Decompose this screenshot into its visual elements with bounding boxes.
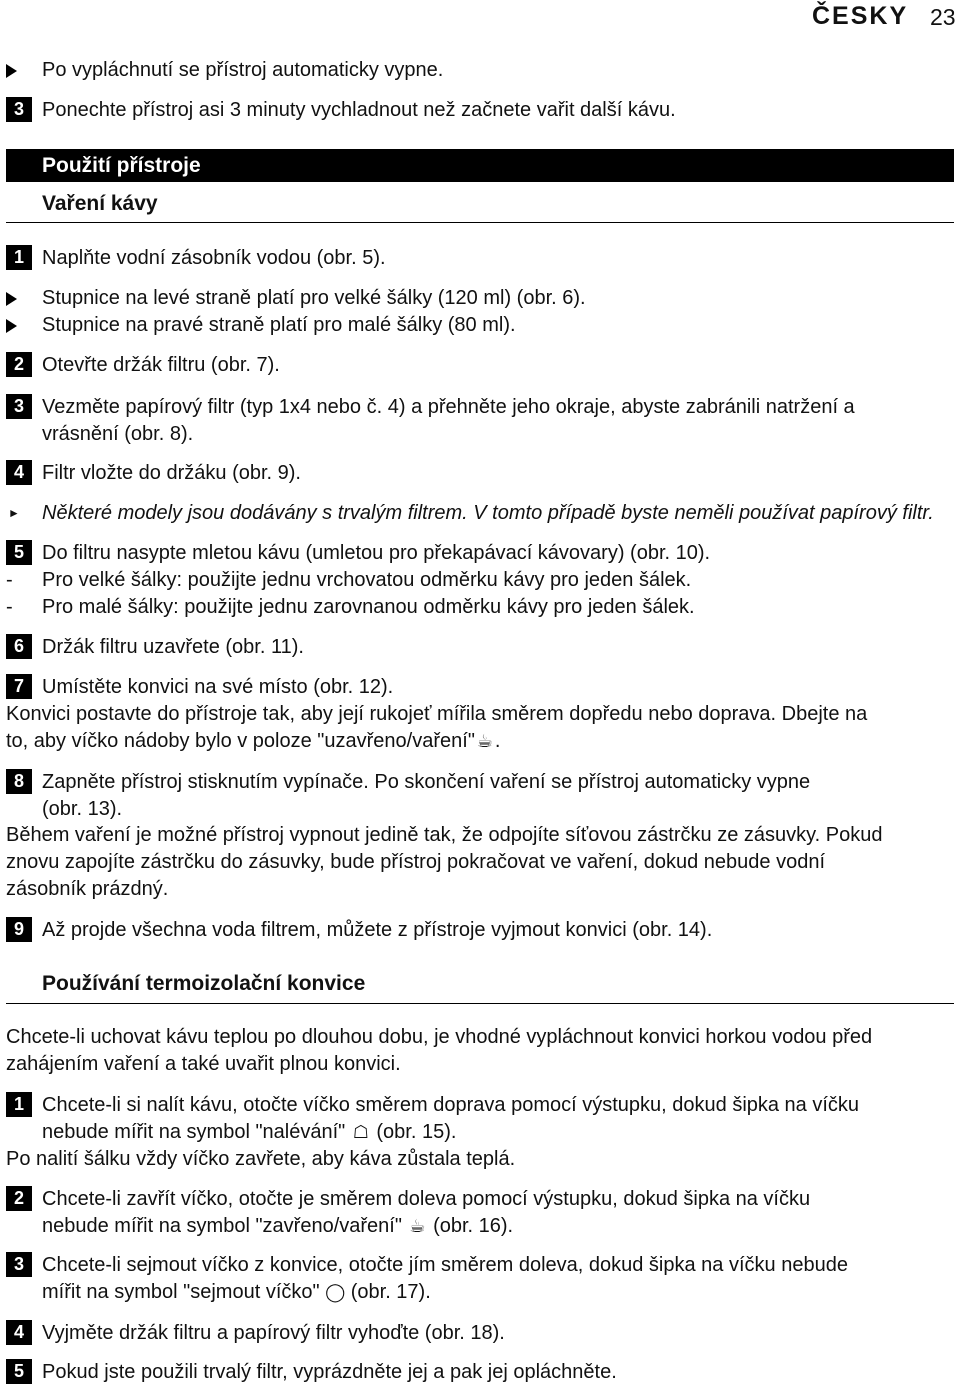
step-text-continued: [6, 1279, 948, 1306]
lid-icon: ◯: [325, 1282, 346, 1302]
step-text-continued: vrásnění (obr. 8).: [42, 423, 194, 445]
step-badge: 8: [6, 769, 32, 794]
step-text: Do filtru nasypte mletou kávu (umletou pro překapávací kávovary) (obr. 10).: [42, 542, 711, 564]
divider: [6, 1003, 954, 1004]
step-text: Chcete-li si nalít kávu, otočte víčko směrem doprava pomocí výstupku, dokud šipka na víčku: [42, 1094, 860, 1116]
step-text-part: (obr. 17).: [350, 1281, 431, 1303]
step-text: Naplňte vodní zásobník vodou (obr. 5).: [42, 247, 386, 269]
step-text: Zapněte přístroj stisknutím vypínače. Po skončení vaření se přístroj automaticky vypne: [42, 771, 811, 793]
step-badge: 1: [6, 245, 32, 270]
step-text-continued: [6, 1119, 948, 1146]
step-text-part: nebude mířit na symbol "zavřeno/vaření": [42, 1215, 402, 1237]
step-badge: 7: [6, 674, 32, 699]
step-text-part: (obr. 15).: [376, 1121, 457, 1143]
language-header: ČESKY: [812, 2, 909, 30]
section-title-bar: Použití přístroje: [6, 149, 954, 182]
dash-text: Pro malé šálky: použijte jednu zarovnanou odměrku kávy pro jeden šálek.: [42, 596, 695, 618]
note-text: Některé modely jsou dodávány s trvalým filtrem. V tomto případě byste neměli používat papírový filtr.: [42, 502, 934, 524]
step-text: Držák filtru uzavřete (obr. 11).: [42, 636, 304, 658]
step-badge: 5: [6, 1359, 32, 1384]
step-text-continued: [6, 1213, 948, 1240]
step-badge: 2: [6, 1186, 32, 1211]
step-text: Chcete-li sejmout víčko z konvice, otočte jím směrem doleva, dokud šipka na víčku nebude: [42, 1254, 848, 1276]
bullet-text: Po vypláchnutí se přístroj automaticky vypne.: [42, 59, 444, 81]
paragraph: zahájením vaření a také uvařit plnou konvici.: [6, 1053, 401, 1075]
paragraph: znovu zapojíte zástrčku do zásuvky, bude přístroj pokračovat ve vaření, dokud nebude vodní: [6, 851, 825, 873]
paragraph: Během vaření je možné přístroj vypnout jedině tak, že odpojíte síťovou zástrčku ze zásuvky. Pokud: [6, 824, 883, 846]
step-badge: 9: [6, 917, 32, 942]
step-text: Chcete-li zavřít víčko, otočte je směrem doleva pomocí výstupku, dokud šipka na víčku: [42, 1188, 811, 1210]
paragraph: zásobník prázdný.: [6, 878, 169, 900]
step-text: Umístěte konvici na své místo (obr. 12).: [42, 676, 394, 698]
step-text-part: nebude mířit na symbol "nalévání": [42, 1121, 346, 1143]
cup-closed-icon: ☕: [409, 1216, 426, 1236]
paragraph-text: to, aby víčko nádoby bylo v poloze "uzavřeno/vaření": [6, 730, 475, 752]
step-badge: 3: [6, 97, 32, 122]
step-text-part: mířit na symbol "sejmout víčko": [42, 1281, 320, 1303]
paragraph: Po nalití šálku vždy víčko zavřete, aby káva zůstala teplá.: [6, 1148, 516, 1170]
step-text: Ponechte přístroj asi 3 minuty vychladnout než začnete vařit další kávu.: [42, 99, 676, 121]
step-text-continued: (obr. 13).: [42, 798, 123, 820]
step-badge: 1: [6, 1092, 32, 1117]
dash-bullet: -: [6, 596, 13, 618]
step-badge: 4: [6, 1320, 32, 1345]
cup-closed-icon: ☕: [476, 731, 493, 751]
step-badge: 4: [6, 460, 32, 485]
paragraph: Chcete-li uchovat kávu teplou po dlouhou dobu, je vhodné vypláchnout konvici horkou vodou před: [6, 1026, 873, 1048]
pour-icon: ☖: [352, 1122, 369, 1142]
paragraph: [6, 728, 948, 755]
bullet-text: Stupnice na levé straně platí pro velké šálky (120 ml) (obr. 6).: [42, 287, 586, 309]
paragraph: Konvici postavte do přístroje tak, aby její rukojeť mířila směrem dopředu nebo doprava. Dbejte na: [6, 703, 868, 725]
dash-text: Pro velké šálky: použijte jednu vrchovatou odměrku kávy pro jeden šálek.: [42, 569, 692, 591]
step-text: Pokud jste použili trvalý filtr, vyprázdněte jej a pak jej opláchněte.: [42, 1361, 617, 1383]
step-text: Až projde všechna voda filtrem, můžete z přístroje vyjmout konvici (obr. 14).: [42, 919, 713, 941]
step-text: Vyjměte držák filtru a papírový filtr vyhoďte (obr. 18).: [42, 1322, 505, 1344]
page-number: 23: [930, 4, 956, 30]
section-subtitle: Používání termoizolační konvice: [42, 972, 366, 995]
step-text: Otevřte držák filtru (obr. 7).: [42, 354, 280, 376]
step-badge: 3: [6, 1252, 32, 1277]
section-subtitle: Vaření kávy: [42, 192, 158, 215]
step-badge: 6: [6, 634, 32, 659]
dash-bullet: -: [6, 569, 13, 591]
step-text-part: (obr. 16).: [433, 1215, 514, 1237]
bullet-text: Stupnice na pravé straně platí pro malé šálky (80 ml).: [42, 314, 516, 336]
step-badge: 2: [6, 352, 32, 377]
step-badge: 3: [6, 394, 32, 419]
step-text: Vezměte papírový filtr (typ 1x4 nebo č. 4) a přehněte jeho okraje, abyste zabránili natržení a: [42, 396, 855, 418]
step-text: Filtr vložte do držáku (obr. 9).: [42, 462, 301, 484]
divider: [6, 222, 954, 223]
note-arrow-icon: ►: [8, 506, 20, 520]
paragraph-end: .: [494, 730, 501, 752]
step-badge: 5: [6, 540, 32, 565]
